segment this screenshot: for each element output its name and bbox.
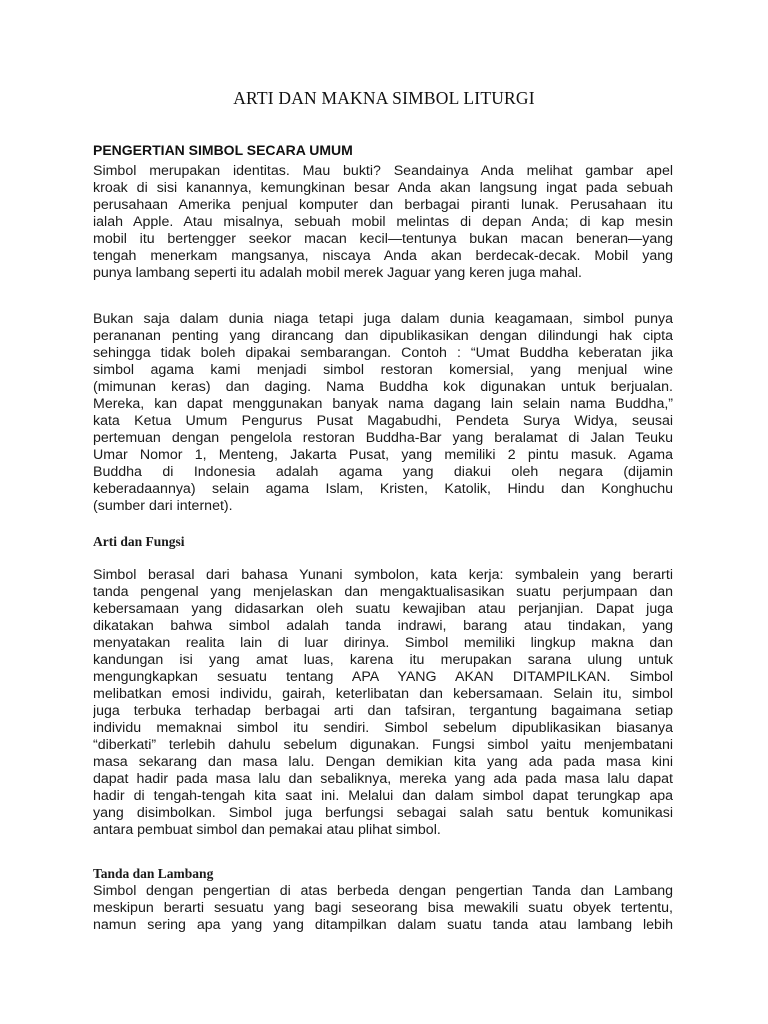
text-line: Umar Nomor 1, Menteng, Jakarta Pusat, yang memiliki 2 pintu masuk. Agama bbox=[93, 447, 673, 463]
text-line: melibatkan emosi individu, gairah, keterlibatan dan kebersamaan. Selain itu, simbol bbox=[93, 686, 673, 702]
text-line: Simbol berasal dari bahasa Yunani symbolon, kata kerja: symbalein yang berarti bbox=[93, 567, 673, 583]
text-line: kebersamaan yang didasarkan oleh suatu kewajiban atau perjanjian. Dapat juga bbox=[93, 601, 673, 617]
text-line: sehingga tidak boleh dipakai sembarangan. Contoh : “Umat Buddha keberatan jika bbox=[93, 345, 673, 361]
text-line: antara pembuat simbol dan pemakai atau plihat simbol. bbox=[93, 822, 441, 838]
text-line: masa sekarang dan masa lalu. Dengan demikian kita yang ada pada masa kini bbox=[93, 754, 673, 770]
text-line: perananan penting yang dirancang dan dipublikasikan dengan dilindungi hak cipta bbox=[93, 328, 673, 344]
paragraph-tanda-lambang bbox=[93, 883, 673, 934]
text-line: “diberkati” terlebih dahulu sebelum digunakan. Fungsi simbol yaitu menjembatani bbox=[93, 737, 673, 753]
text-line: mengungkapkan sesuatu tentang APA YANG AKAN DITAMPILKAN. Simbol bbox=[93, 669, 673, 685]
text-line: kroak di sisi kanannya, kemungkinan besar Anda akan langsung ingat pada sebuah bbox=[93, 180, 673, 196]
text-line: juga terbuka terhadap berbagai arti dan tafsiran, tergantung bagaimana setiap bbox=[93, 703, 673, 719]
text-line: Buddha di Indonesia adalah agama yang diakui oleh negara (dijamin bbox=[93, 464, 673, 480]
text-line: meskipun berarti sesuatu yang bagi seseorang bisa mewakili suatu obyek tertentu, bbox=[93, 900, 673, 916]
text-line: ialah Apple. Atau misalnya, sebuah mobil melintas di depan Anda; di kap mesin bbox=[93, 214, 673, 230]
text-line: Simbol merupakan identitas. Mau bukti? Seandainya Anda melihat gambar apel bbox=[93, 163, 673, 179]
text-line: kandungan isi yang amat luas, karena itu merupakan sarana ulung untuk bbox=[93, 652, 673, 668]
text-line: Simbol dengan pengertian di atas berbeda dengan pengertian Tanda dan Lambang bbox=[93, 883, 673, 899]
section-heading-arti-fungsi: Arti dan Fungsi bbox=[93, 534, 185, 549]
section-heading-tanda-lambang: Tanda dan Lambang bbox=[93, 866, 214, 881]
section-heading-pengertian: PENGERTIAN SIMBOL SECARA UMUM bbox=[93, 142, 353, 158]
text-line: menyatakan realita lain di luar dirinya. Simbol memiliki lingkup makna dan bbox=[93, 635, 673, 651]
text-line: perusahaan Amerika penjual komputer dan berbagai piranti lunak. Perusahaan itu bbox=[93, 197, 673, 213]
text-line: punya lambang seperti itu adalah mobil merek Jaguar yang keren juga mahal. bbox=[93, 265, 582, 281]
text-line: (sumber dari internet). bbox=[93, 498, 233, 514]
text-line: (mimunan keras) dan daging. Nama Buddha kok digunakan untuk berjualan. bbox=[93, 379, 673, 395]
text-line: tanda pengenal yang menjelaskan dan mengaktualisasikan suatu perjumpaan dan bbox=[93, 584, 673, 600]
paragraph-simbol-keagamaan bbox=[93, 311, 673, 515]
paragraph-arti-fungsi bbox=[93, 567, 673, 839]
text-line: dikatakan bahwa simbol adalah tanda indrawi, barang atau tindakan, yang bbox=[93, 618, 673, 634]
text-line: individu memaknai simbol itu sendiri. Simbol sebelum dipublikasikan biasanya bbox=[93, 720, 673, 736]
paragraph-simbol-identitas bbox=[93, 163, 673, 282]
text-line: namun sering apa yang yang ditampilkan dalam suatu tanda atau lambang lebih bbox=[93, 917, 673, 933]
text-line: tengah menerkam mangsanya, niscaya Anda akan berdecak-decak. Mobil yang bbox=[93, 248, 673, 264]
text-line: yang disimbolkan. Simbol juga berfungsi sebagai salah satu bentuk komunikasi bbox=[93, 805, 673, 821]
document-title: ARTI DAN MAKNA SIMBOL LITURGI bbox=[233, 88, 535, 108]
text-line: kata Ketua Umum Pengurus Pusat Magabudhi, Pendeta Surya Widya, seusai bbox=[93, 413, 673, 429]
text-line: pertemuan dengan pengelola restoran Buddha-Bar yang beralamat di Jalan Teuku bbox=[93, 430, 673, 446]
text-line: keberadaannya) selain agama Islam, Kristen, Katolik, Hindu dan Konghuchu bbox=[93, 481, 673, 497]
text-line: mobil itu bertengger seekor macan kecil—tentunya bukan macan beneran—yang bbox=[93, 231, 673, 247]
text-line: Bukan saja dalam dunia niaga tetapi juga dalam dunia keagamaan, simbol punya bbox=[93, 311, 673, 327]
text-line: Mereka, kan dapat menggunakan banyak nama dagang lain selain nama Buddha,” bbox=[93, 396, 673, 412]
text-line: dapat hadir pada masa lalu dan sebaliknya, mereka yang ada pada masa lalu dapat bbox=[93, 771, 673, 787]
text-line: simbol agama kami menjadi simbol restoran komersial, yang menjual wine bbox=[93, 362, 673, 378]
text-line: hadir di tengah-tengah kita saat ini. Melalui dan dalam simbol dapat terungkap apa bbox=[93, 788, 673, 804]
